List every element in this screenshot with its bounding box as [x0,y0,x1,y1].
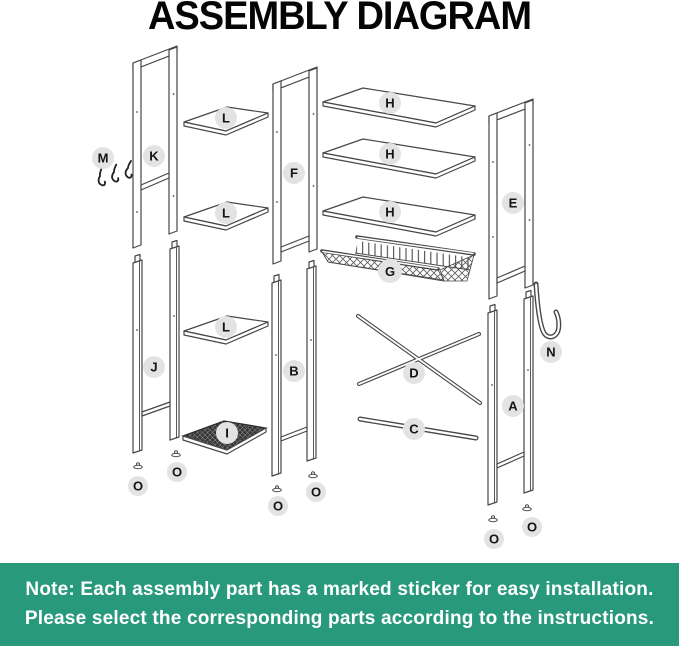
part-label-K [143,145,165,167]
svg-text:M: M [97,150,109,166]
svg-text:D: D [409,365,419,381]
part-label-M [92,147,114,169]
svg-text:G: G [384,264,396,279]
svg-text:O: O [488,531,500,547]
part-label-O3 [268,496,288,516]
part-frame-J [133,241,179,454]
part-label-H2 [379,143,401,165]
part-label-O2 [167,462,187,482]
svg-text:C: C [409,421,419,437]
svg-text:O: O [526,519,538,535]
svg-text:B: B [289,363,299,379]
svg-text:I: I [225,425,229,441]
svg-text:O: O [310,484,322,500]
part-label-J [143,356,165,378]
part-label-C [403,418,425,440]
svg-text:H: H [385,146,395,162]
svg-text:N: N [546,344,556,360]
part-label-H1 [379,92,401,114]
svg-text:E: E [508,195,518,211]
part-label-N [540,341,562,363]
svg-text:L: L [222,205,230,221]
note-line-2: Please select the corresponding parts according to the instructions. [24,608,655,629]
svg-text:J: J [150,359,158,375]
svg-text:K: K [149,148,159,164]
part-label-A [502,395,524,417]
svg-text:A: A [508,398,518,414]
page-title: ASSEMBLY DIAGRAM [147,0,532,39]
svg-text:H: H [385,204,395,220]
svg-text:O: O [132,478,144,494]
part-feet-O [134,451,532,522]
svg-text:O: O [272,498,284,514]
part-label-B [283,360,305,382]
svg-text:L: L [222,319,230,335]
svg-text:F: F [290,165,298,181]
note-line-1: Note: Each assembly part has a marked sticker for easy installation. [25,579,654,600]
svg-text:H: H [385,95,395,111]
part-label-L2 [215,202,237,224]
part-label-E [502,192,524,214]
part-label-F [283,162,305,184]
svg-text:O: O [171,464,183,480]
part-label-O4 [306,482,326,502]
part-hook-N [534,283,559,337]
part-label-L1 [215,107,237,129]
part-label-I [216,422,238,444]
part-label-O6 [522,517,542,537]
part-label-O1 [128,476,148,496]
part-label-L3 [215,316,237,338]
part-label-H3 [379,201,401,223]
part-label-G [378,259,402,283]
svg-text:L: L [222,110,230,126]
note-banner [0,563,679,646]
part-label-O5 [484,529,504,549]
part-label-D [403,362,425,384]
part-brace-D [358,316,480,403]
